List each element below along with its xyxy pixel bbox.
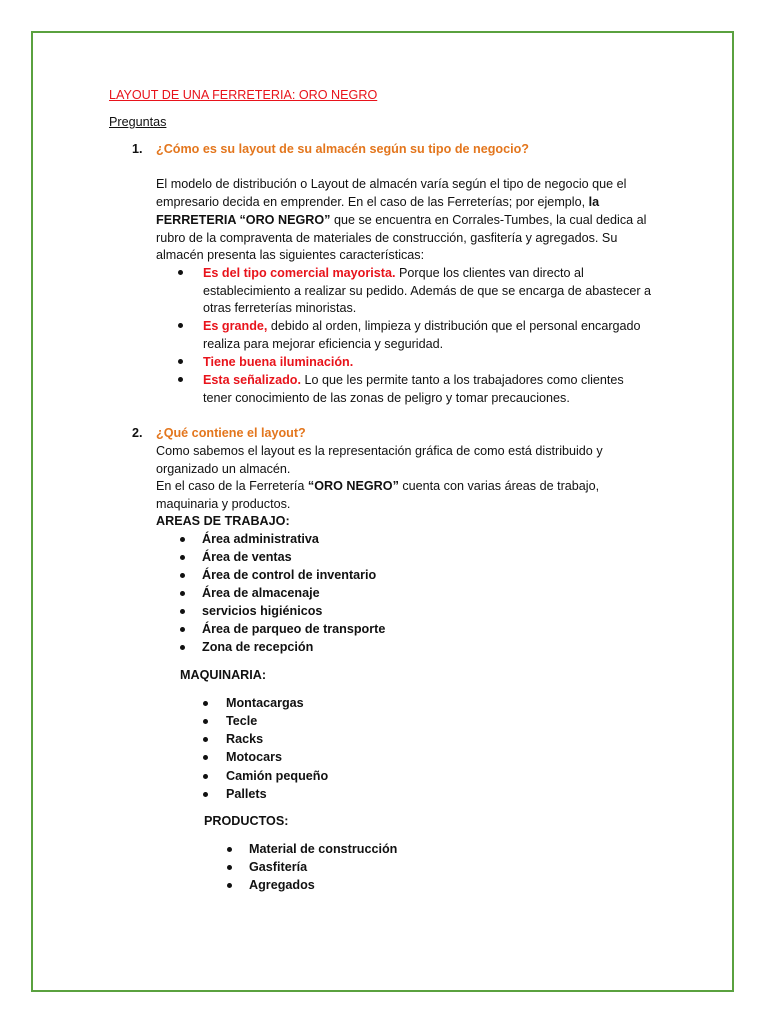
q2-para-text: En el caso de la Ferretería	[156, 479, 308, 493]
areas-heading: AREAS DE TRABAJO:	[156, 514, 290, 528]
bullet-icon	[180, 591, 185, 596]
maquinaria-item: Tecle	[226, 714, 258, 728]
bullet-icon	[180, 537, 185, 542]
bullet-icon	[203, 737, 208, 742]
bullet-icon	[203, 701, 208, 706]
maquinaria-item: Pallets	[226, 787, 267, 801]
bullet-icon	[203, 755, 208, 760]
bullet-icon	[203, 774, 208, 779]
area-item: Zona de recepción	[202, 640, 314, 654]
q1-bullet-line: realiza para mejorar eficiencia y seguridad.	[203, 337, 444, 351]
bullet-icon	[227, 883, 232, 888]
bullet-icon	[180, 609, 185, 614]
q1-para-bold: la	[588, 195, 600, 209]
q2-para-line: Como sabemos el layout es la representación gráfica de como está distribuido y	[156, 444, 603, 458]
q1-bullet-line: establecimiento a realizar su pedido. Además de que se encarga de abastecer a	[203, 284, 652, 298]
q2-para-line	[156, 477, 599, 495]
area-item: servicios higiénicos	[202, 604, 323, 618]
q1-bullet-lead: Tiene buena iluminación.	[203, 355, 354, 369]
q1-para-line: rubro de la compraventa de materiales de construcción, gasfitería y agregados. Su	[156, 231, 618, 245]
q1-bullet-line: tener conocimiento de las zonas de peligro y tomar precauciones.	[203, 391, 570, 405]
bullet-icon	[178, 359, 183, 364]
maquinaria-heading: MAQUINARIA:	[180, 668, 267, 682]
maquinaria-item: Motocars	[226, 750, 282, 764]
maquinaria-item: Montacargas	[226, 696, 304, 710]
area-item: Área administrativa	[202, 532, 319, 546]
bullet-icon	[180, 627, 185, 632]
bullet-icon	[227, 865, 232, 870]
q2-number: 2.	[132, 426, 143, 440]
q1-para-text: que se encuentra en Corrales-Tumbes, la cual dedica al	[330, 213, 647, 227]
area-item: Área de ventas	[202, 550, 292, 564]
bullet-icon	[180, 555, 185, 560]
q1-bullet-line	[203, 264, 584, 282]
q1-bullet-lead: Esta señalizado.	[203, 373, 301, 387]
q2-company-name: “ORO NEGRO”	[307, 479, 399, 493]
q1-para-line	[156, 193, 599, 211]
area-item: Área de almacenaje	[202, 586, 320, 600]
q1-question: ¿Cómo es su layout de su almacén según su tipo de negocio?	[156, 142, 529, 156]
bullet-icon	[203, 792, 208, 797]
q2-para-text: cuenta con varias áreas de trabajo,	[398, 479, 600, 493]
area-item: Área de control de inventario	[202, 568, 377, 582]
bullet-icon	[178, 323, 183, 328]
q1-bullet-text: debido al orden, limpieza y distribución que el personal encargado	[267, 319, 641, 333]
maquinaria-item: Racks	[226, 732, 264, 746]
q1-number: 1.	[132, 142, 143, 156]
document-title: LAYOUT DE UNA FERRETERIA: ORO NEGRO	[109, 88, 378, 102]
maquinaria-item: Camión pequeño	[226, 769, 329, 783]
producto-item: Agregados	[249, 878, 315, 892]
q1-bullet-text: Porque los clientes van directo al	[395, 266, 584, 280]
q1-para-text: empresario decida en emprender. En el caso de las Ferreterías; por ejemplo,	[156, 195, 586, 209]
q2-question: ¿Qué contiene el layout?	[156, 426, 306, 440]
productos-heading: PRODUCTOS:	[204, 814, 289, 828]
producto-item: Material de construcción	[249, 842, 398, 856]
q1-bullet-lead: Es grande,	[203, 319, 268, 333]
section-heading: Preguntas	[109, 115, 167, 129]
q1-para-line: El modelo de distribución o Layout de almacén varía según el tipo de negocio que el	[156, 177, 627, 191]
q2-para-line: organizado un almacén.	[156, 462, 291, 476]
q1-bullet-lead: Es del tipo comercial mayorista.	[203, 266, 396, 280]
bullet-icon	[180, 645, 185, 650]
producto-item: Gasfitería	[249, 860, 308, 874]
bullet-icon	[178, 270, 183, 275]
q1-bullet-line	[203, 353, 353, 371]
q1-bullet-line: otras ferreterías minoristas.	[203, 301, 357, 315]
bullet-icon	[178, 377, 183, 382]
bullet-icon	[227, 847, 232, 852]
q1-bullet-line	[203, 371, 624, 389]
bullet-icon	[203, 719, 208, 724]
q1-para-line	[156, 211, 646, 229]
q2-para-line: maquinaria y productos.	[156, 497, 291, 511]
q1-bullet-line	[203, 317, 641, 335]
area-item: Área de parqueo de transporte	[202, 622, 386, 636]
q1-bullet-text: Lo que les permite tanto a los trabajadores como clientes	[301, 373, 624, 387]
q1-para-line: almacén presenta las siguientes características:	[156, 248, 425, 262]
q1-company-name: FERRETERIA “ORO NEGRO”	[156, 213, 331, 227]
bullet-icon	[180, 573, 185, 578]
